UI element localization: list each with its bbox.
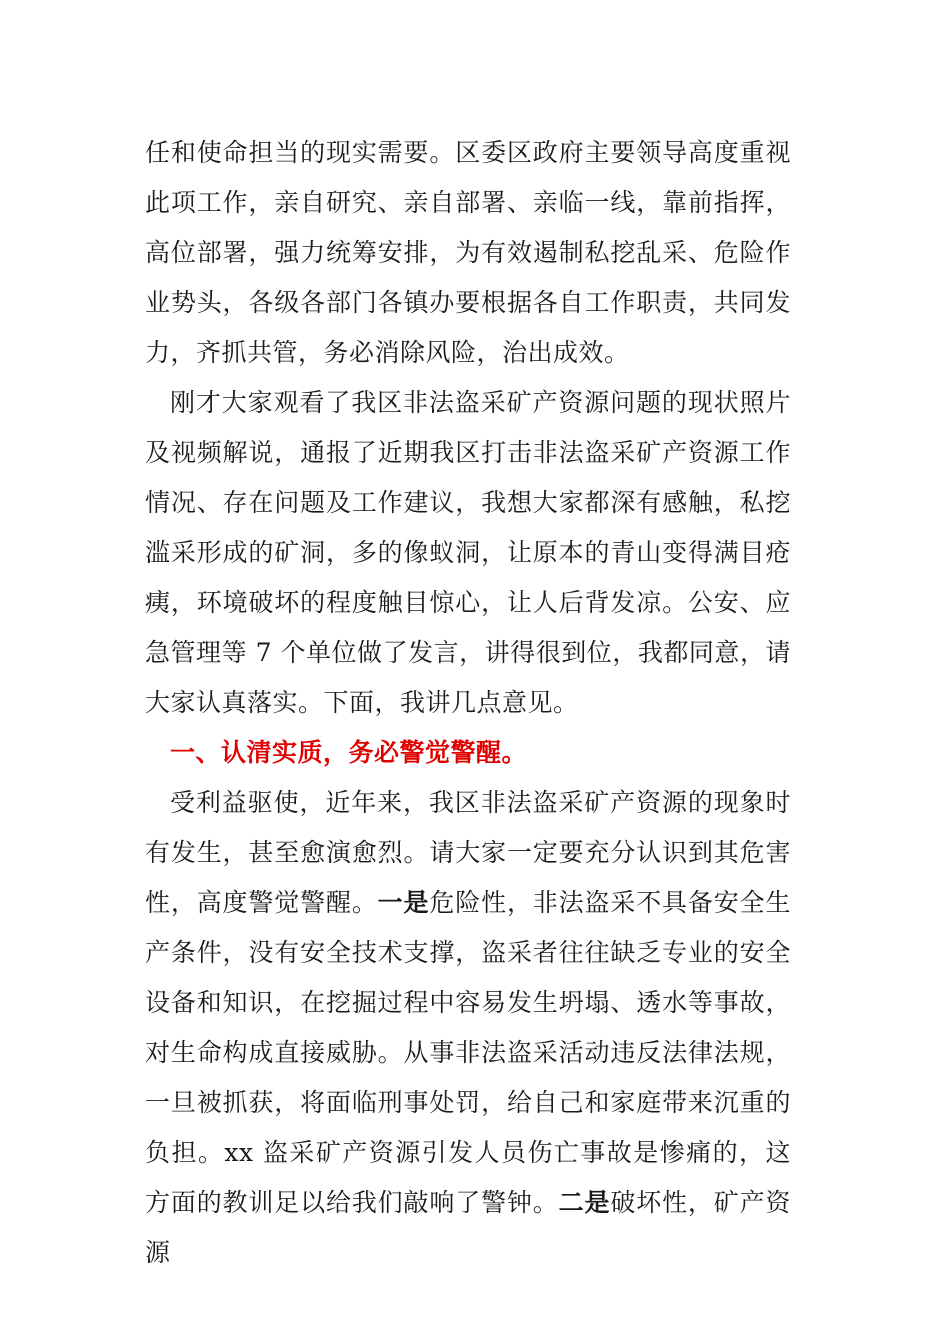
paragraph-continuation: 任和使命担当的现实需要。区委区政府主要领导高度重视此项工作，亲自研究、亲自部署、亲临一线，靠前指挥，高位部署，强力统筹安排，为有效遏制私挖乱采、危险作业势头，各级各部门各镇办要根据各自工作职责，共同发力，齐抓共管，务必消除风险，治出成效。 bbox=[145, 138, 791, 367]
point-two-text: 破坏性，矿产资源 bbox=[145, 1188, 791, 1267]
paragraph-hazards-intro: 受利益驱使，近年来，我区非法盗采矿产资源的现象时有发生，甚至愈演愈烈。请大家一定要充分认识到其危害性，高度警觉警醒。 bbox=[145, 788, 791, 917]
point-one-label: 一是 bbox=[377, 888, 430, 917]
point-one-text: 危险性，非法盗采不具备安全生产条件，没有安全技术支撑，盗采者往往缺乏专业的安全设备和知识，在挖掘过程中容易发生坍塌、透水等事故，对生命构成直接威胁。从事非法盗采活动违反法律法规，一旦被抓获，将面临刑事处罚，给自己和家庭带来沉重的负担。xx 盗采矿产资源引发人员伤亡事故是惨痛的，这方面的教训足以给我们敲响了警钟。 bbox=[145, 888, 791, 1217]
paragraph-hazards bbox=[145, 778, 791, 1278]
paragraph-meeting-summary: 刚才大家观看了我区非法盗采矿产资源问题的现状照片及视频解说，通报了近期我区打击非法盗采矿产资源工作情况、存在问题及工作建议，我想大家都深有感触，私挖滥采形成的矿洞，多的像蚁洞，让原本的青山变得满目疮痍，环境破坏的程度触目惊心，让人后背发凉。公安、应急管理等 7 个单位做了发言，讲得很到位，我都同意，请大家认真落实。下面，我讲几点意见。 bbox=[145, 388, 791, 717]
document-body bbox=[145, 128, 791, 1278]
point-two-label: 二是 bbox=[558, 1188, 611, 1217]
section-heading-1: 一、认清实质，务必警觉警醒。 bbox=[170, 738, 528, 767]
